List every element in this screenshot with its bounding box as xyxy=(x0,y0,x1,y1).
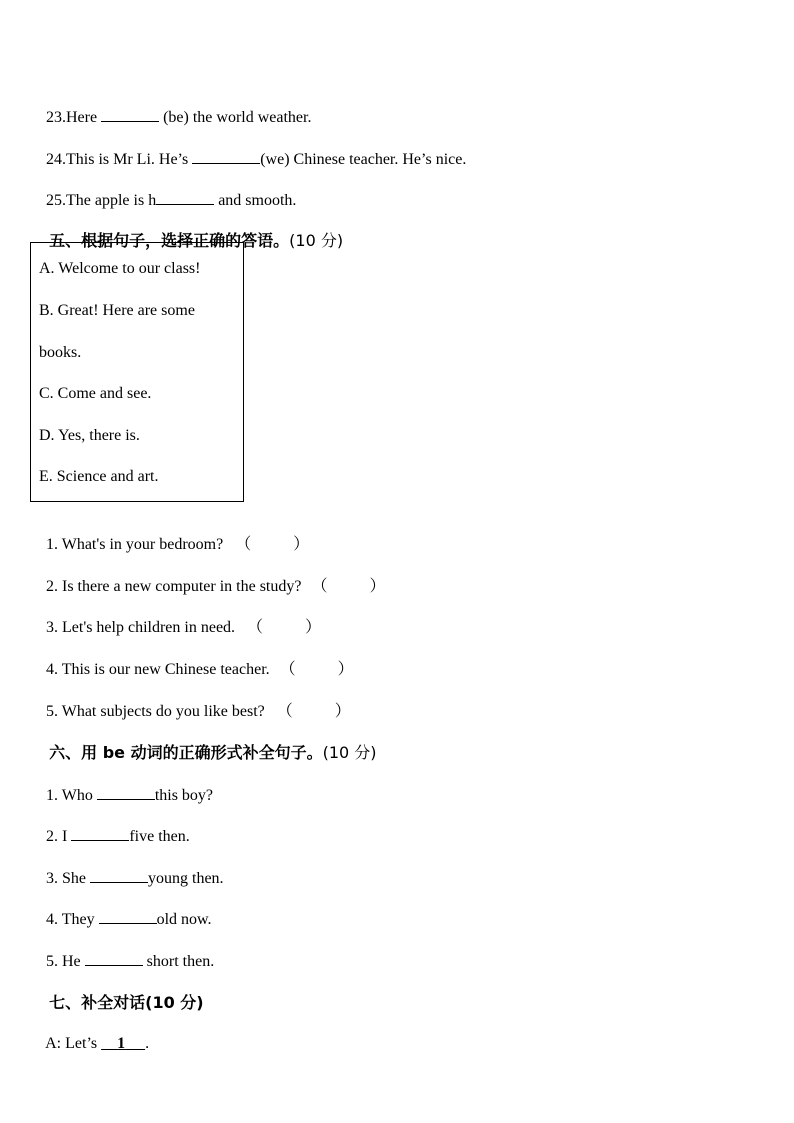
paren-close: ） xyxy=(305,619,322,636)
answer-options-box xyxy=(30,242,244,502)
s5-question-5 xyxy=(38,682,351,722)
item-text-before: 2. I xyxy=(46,828,72,845)
section-title: 七、补全对话(10 分) xyxy=(49,993,204,1012)
paren-close: ） xyxy=(293,536,310,553)
answer-blank[interactable] xyxy=(90,868,148,883)
question-25 xyxy=(38,170,296,211)
section-6-heading xyxy=(38,723,377,763)
question-text: 2. Is there a new computer in the study? xyxy=(46,578,302,595)
answer-blank[interactable] xyxy=(97,785,155,800)
section-title: 五、根据句子，选择正确的答语。 xyxy=(49,231,290,250)
item-text-after: old now. xyxy=(156,911,212,928)
section-7-heading xyxy=(38,973,204,1013)
paren-close: ） xyxy=(369,578,386,595)
item-text-before: 5. He xyxy=(46,953,85,970)
question-text-after: (we) Chinese teacher. He’s nice. xyxy=(260,151,467,168)
answer-blank[interactable] xyxy=(99,909,157,924)
question-text: 5. What subjects do you like best? xyxy=(46,703,265,720)
option-b: B. Great! Here are some xyxy=(39,302,195,319)
option-b-continued: books. xyxy=(39,344,82,361)
s6-item-3 xyxy=(38,848,224,889)
s6-item-2 xyxy=(38,806,190,847)
blank-number: 1 xyxy=(117,1035,126,1052)
item-text-before: 3. She xyxy=(46,870,90,887)
section-title: 六、用 be 动词的正确形式补全句子。 xyxy=(49,743,323,762)
dialog-speaker-text: A: Let’s xyxy=(45,1035,102,1052)
paren-open: （ xyxy=(276,703,293,720)
s5-question-4 xyxy=(38,640,354,680)
answer-blank[interactable] xyxy=(101,107,159,122)
section-score: (10 分) xyxy=(289,231,344,250)
answer-blank[interactable] xyxy=(192,149,260,164)
question-text-after: (be) the world weather. xyxy=(159,109,312,126)
item-text-before: 1. Who xyxy=(46,787,97,804)
paren-open: （ xyxy=(235,536,252,553)
question-text: 1. What's in your bedroom? xyxy=(46,536,224,553)
paren-open: （ xyxy=(247,619,264,636)
section-score: (10 分) xyxy=(322,743,377,762)
item-text-after: short then. xyxy=(142,953,215,970)
question-number: 23. xyxy=(46,109,66,126)
answer-blank[interactable] xyxy=(85,951,143,966)
question-number: 25. xyxy=(46,192,66,209)
s5-question-3 xyxy=(38,598,321,638)
paren-open: （ xyxy=(279,661,296,678)
option-c: C. Come and see. xyxy=(39,385,152,402)
question-number: 24. xyxy=(46,151,66,168)
dialog-line-a xyxy=(38,1014,149,1054)
item-text-after: this boy? xyxy=(154,787,214,804)
paren-close: ） xyxy=(334,703,351,720)
question-text-before: This is Mr Li. He’s xyxy=(66,151,193,168)
s6-item-4 xyxy=(38,889,212,930)
question-text-after: and smooth. xyxy=(214,192,297,209)
question-text-before: Here xyxy=(66,109,102,126)
s6-item-5 xyxy=(38,931,214,972)
question-text: 3. Let's help children in need. xyxy=(46,619,236,636)
question-text-before: The apple is h xyxy=(66,192,157,209)
option-d: D. Yes, there is. xyxy=(39,427,140,444)
answer-blank[interactable] xyxy=(71,826,129,841)
item-text-after: five then. xyxy=(129,828,190,845)
question-23 xyxy=(38,87,311,128)
question-24 xyxy=(38,129,466,170)
s5-question-1 xyxy=(38,515,309,555)
dialog-answer-blank[interactable] xyxy=(101,1035,145,1052)
paren-open: （ xyxy=(311,578,328,595)
option-a: A. Welcome to our class! xyxy=(39,260,201,277)
question-text: 4. This is our new Chinese teacher. xyxy=(46,661,270,678)
s6-item-1 xyxy=(38,765,213,806)
item-text-after: young then. xyxy=(148,870,224,887)
answer-blank[interactable] xyxy=(156,190,214,205)
item-text-before: 4. They xyxy=(46,911,99,928)
option-e: E. Science and art. xyxy=(39,468,159,485)
dialog-end: . xyxy=(145,1035,150,1052)
s5-question-2 xyxy=(38,557,386,597)
paren-close: ） xyxy=(337,661,354,678)
